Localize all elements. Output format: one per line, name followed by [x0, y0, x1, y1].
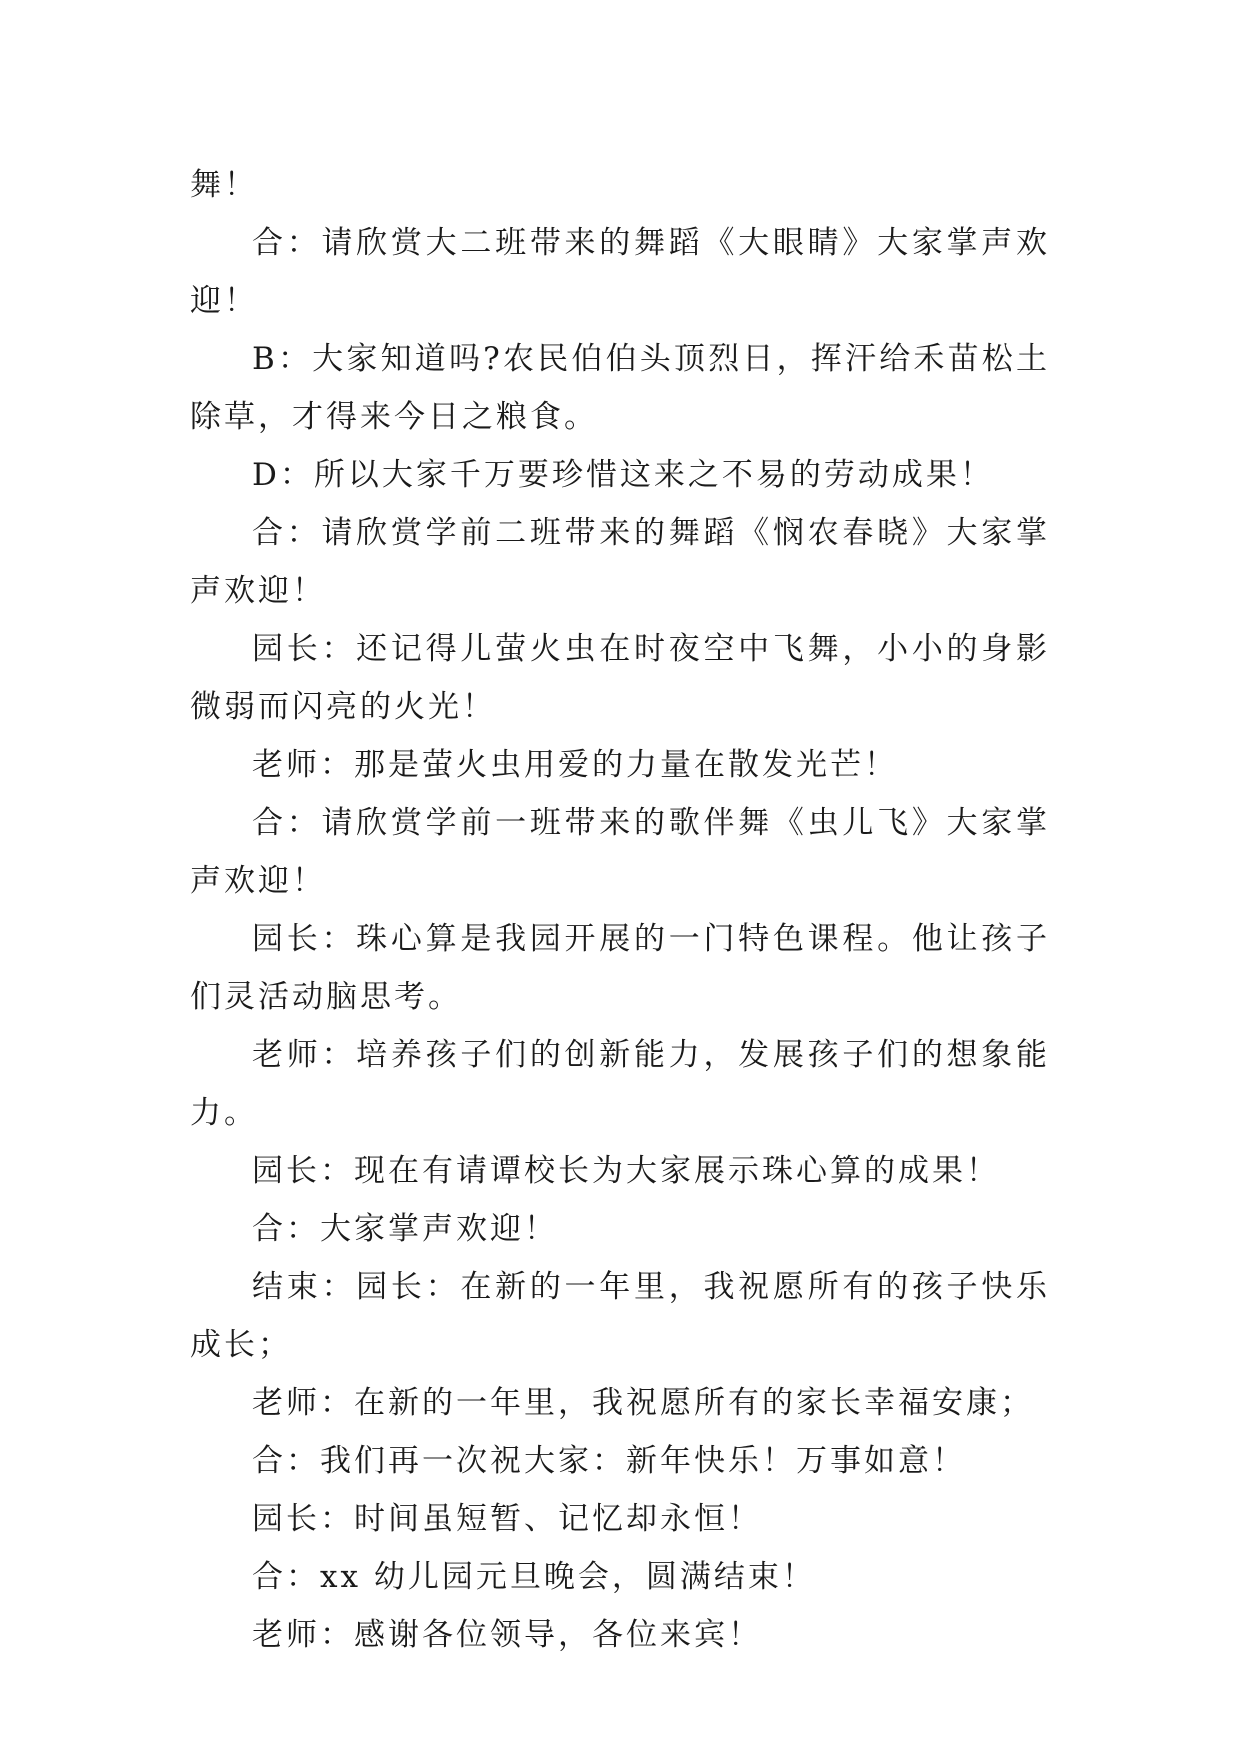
paragraph-12: 合：大家掌声欢迎！ [252, 1211, 558, 1247]
paragraph-7: 老师：那是萤火虫用爱的力量在散发光芒！ [252, 747, 898, 783]
paragraph-18: 老师：感谢各位领导，各位来宾！ [252, 1617, 762, 1653]
paragraph-5: 合：请欣赏学前二班带来的舞蹈《悯农春晓》大家掌声欢迎！ [190, 515, 1050, 609]
paragraph-14: 老师：在新的一年里，我祝愿所有的家长幸福安康； [252, 1385, 1034, 1421]
paragraph-4: D：所以大家千万要珍惜这来之不易的劳动成果！ [252, 457, 994, 493]
paragraph-10: 老师：培养孩子们的创新能力，发展孩子们的想象能力。 [190, 1037, 1050, 1131]
paragraph-16: 园长：时间虽短暂、记忆却永恒！ [252, 1501, 762, 1537]
paragraph-6: 园长：还记得儿萤火虫在时夜空中飞舞，小小的身影微弱而闪亮的火光！ [190, 631, 1050, 725]
paragraph-9: 园长：珠心算是我园开展的一门特色课程。他让孩子们灵活动脑思考。 [190, 921, 1050, 1015]
paragraph-17: 合：xx 幼儿园元旦晚会，圆满结束！ [252, 1559, 816, 1595]
paragraph-1: 舞！ [190, 167, 258, 203]
paragraph-3: B：大家知道吗?农民伯伯头顶烈日，挥汗给禾苗松土除草，才得来今日之粮食。 [190, 341, 1050, 435]
paragraph-8: 合：请欣赏学前一班带来的歌伴舞《虫儿飞》大家掌声欢迎！ [190, 805, 1050, 899]
paragraph-2: 合：请欣赏大二班带来的舞蹈《大眼睛》大家掌声欢迎！ [190, 225, 1050, 319]
paragraph-11: 园长：现在有请谭校长为大家展示珠心算的成果！ [252, 1153, 1000, 1189]
document-body [190, 156, 1050, 1664]
paragraph-15: 合：我们再一次祝大家：新年快乐！万事如意！ [252, 1443, 966, 1479]
paragraph-13: 结束：园长：在新的一年里，我祝愿所有的孩子快乐成长； [190, 1269, 1050, 1363]
